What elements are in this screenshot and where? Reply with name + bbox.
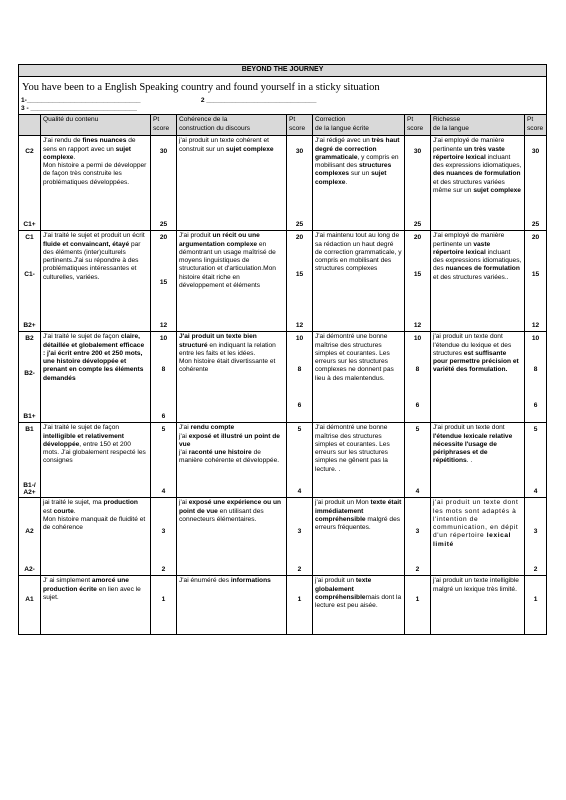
coherence-cell: j'ai exposé une expérience ou un point de vue en utilisant des connecteurs élémentaires. [177, 498, 287, 576]
score-cell: 1 [405, 576, 431, 635]
rubric-table [18, 64, 547, 635]
richesse-cell: J'ai employé de manière pertinente un vaste répertoire lexical incluant des expressions idiomatiques, des nuances de formulation et des structures variées.. [431, 231, 525, 332]
coherence-cell: J'ai rendu compte j'ai exposé et illustré un point de vue j'ai raconté une histoire de manière cohérente et développée. [177, 423, 287, 498]
header-richesse: Richesse de la langue [431, 115, 525, 136]
answer-line-2[interactable]: 2 ______________________________ [200, 97, 317, 104]
level-cell: B2 B2- B1+ [19, 332, 41, 423]
header-pt-score-4: Pt score [525, 115, 547, 136]
level-cell: B1 B1-/ A2+ [19, 423, 41, 498]
level-cell: C1 C1- B2+ [19, 231, 41, 332]
score-cell: 10 8 6 [405, 332, 431, 423]
score-cell: 20 15 12 [287, 231, 313, 332]
score-cell: 30 25 [405, 136, 431, 231]
contenu-cell: J'ai traité le sujet et produit un écrit fluide et convaincant, étayé par des éléments (inter)culturels pertinents.J'ai su répondre à des problématiques intéressantes et culturelles, variées. [41, 231, 151, 332]
coherence-cell: j'ai produit un texte cohérent et construit sur un sujet complexe [177, 136, 287, 231]
score-cell: 3 2 [525, 498, 547, 576]
score-cell: 30 25 [287, 136, 313, 231]
header-coherence: Cohérence de la construction du discours [177, 115, 287, 136]
banner-title: BEYOND THE JOURNEY [19, 65, 547, 77]
header-pt-score-2: Pt score [287, 115, 313, 136]
score-cell: 20 15 12 [405, 231, 431, 332]
richesse-cell: J'ai employé de manière pertinente un très vaste répertoire lexical incluant des expressions idiomatiques, des nuances de formulation et des structures variées même sur un sujet complexe [431, 136, 525, 231]
richesse-cell: j'ai produit un texte dont l'étendue du lexique et des structures est suffisante pour permettre précision et variété des formulation. [431, 332, 525, 423]
score-cell: 5 4 [287, 423, 313, 498]
score-cell: 20 15 12 [151, 231, 177, 332]
richesse-cell: J'ai produit un texte dont l'étendue lexicale relative nécessite l'usage de périphrases et de répétitions. . [431, 423, 525, 498]
score-cell: 3 2 [151, 498, 177, 576]
header-correction: Correction de la langue écrite [313, 115, 405, 136]
score-cell: 1 [525, 576, 547, 635]
score-cell: 5 4 [151, 423, 177, 498]
correction-cell: J'ai maintenu tout au long de sa rédaction un haut degré de correction grammaticale, y compris en mobilisant des structures complexes [313, 231, 405, 332]
header-row [19, 115, 547, 136]
score-cell: 1 [151, 576, 177, 635]
richesse-cell: j'ai produit un texte intelligible malgré un lexique très limité. [431, 576, 525, 635]
scenario-text: You have been to a English Speaking country and found yourself in a sticky situation [19, 77, 547, 98]
score-cell: 3 2 [405, 498, 431, 576]
numbered-answer-lines [19, 97, 547, 115]
header-pt-score-3: Pt score [405, 115, 431, 136]
level-cell: A2 A2- [19, 498, 41, 576]
score-cell: 3 2 [287, 498, 313, 576]
rubric-row-c2 [19, 136, 547, 231]
rubric-row-a2 [19, 498, 547, 576]
answer-line-1[interactable]: 1-_______________________________ [21, 97, 141, 104]
richesse-cell: j'ai produit un texte dont les mots sont adaptés à l'intention de communication, en dépit d'un répertoire lexical limité [431, 498, 525, 576]
rubric-sheet [18, 64, 546, 635]
coherence-cell: J'ai énuméré des informations [177, 576, 287, 635]
rubric-row-c1 [19, 231, 547, 332]
answer-line-3[interactable]: 3 - _____________________________ [21, 105, 137, 113]
header-contenu: Qualité du contenu [41, 115, 151, 136]
contenu-cell: J' ai simplement amorcé une production écrite en lien avec le sujet. [41, 576, 151, 635]
correction-cell: J'ai rédigé avec un très haut degré de correction grammaticale, y compris en mobilisant des structures complexes sur un sujet complexe. [313, 136, 405, 231]
score-cell: 30 25 [151, 136, 177, 231]
contenu-cell: J'ai traité le sujet de façon intelligible et relativement développée, entre 150 et 200 mots. J'ai globalement respecté les consignes [41, 423, 151, 498]
correction-cell: J'ai démontré une bonne maîtrise des structures simples et courantes. Les erreurs sur les structures complexes ne donnent pas lieu à des malentendus. [313, 332, 405, 423]
level-cell: C2 C1+ [19, 136, 41, 231]
header-pt-score-1: Pt score [151, 115, 177, 136]
score-cell: 5 4 [525, 423, 547, 498]
header-level [19, 115, 41, 136]
score-cell: 5 4 [405, 423, 431, 498]
coherence-cell: J'ai produit un texte bien structuré en indiquant la relation entre les faits et les idées. Mon histoire était divertissante et cohérente [177, 332, 287, 423]
correction-cell: j'ai produit un texte globalement compréhensiblemais dont la lecture est peu aisée. [313, 576, 405, 635]
score-cell: 1 [287, 576, 313, 635]
correction-cell: J'ai démontré une bonne maîtrise des structures simples et courantes. Les erreurs sur les structures simples ne gênent pas la lecture. . [313, 423, 405, 498]
contenu-cell: jai traité le sujet, ma production est courte. Mon histoire manquait de fluidité et de cohérence [41, 498, 151, 576]
level-cell: A1 [19, 576, 41, 635]
score-cell: 10 8 6 [151, 332, 177, 423]
score-cell: 10 8 6 [525, 332, 547, 423]
rubric-row-a1 [19, 576, 547, 635]
score-cell: 20 15 12 [525, 231, 547, 332]
coherence-cell: J'ai produit un récit ou une argumentation complexe en démontrant un usage maîtrisé de moyens linguistiques de structuration et d'articulation.Mon histoire était riche en développement et éléments [177, 231, 287, 332]
correction-cell: j'ai produit un Mon texte était immédiatement compréhensible malgré des erreurs fréquentes. [313, 498, 405, 576]
rubric-row-b1 [19, 423, 547, 498]
contenu-cell: J'ai traité le sujet de façon claire, détaillée et globalement efficace : j'ai écrit entre 200 et 250 mots, une histoire développée et prenant en compte les éléments demandés [41, 332, 151, 423]
contenu-cell: J'ai rendu de fines nuances de sens en rapport avec un sujet complexe. Mon histoire a permi de développer de façon très construite les problématiques développées. [41, 136, 151, 231]
rubric-row-b2 [19, 332, 547, 423]
score-cell: 10 8 6 [287, 332, 313, 423]
score-cell: 30 25 [525, 136, 547, 231]
